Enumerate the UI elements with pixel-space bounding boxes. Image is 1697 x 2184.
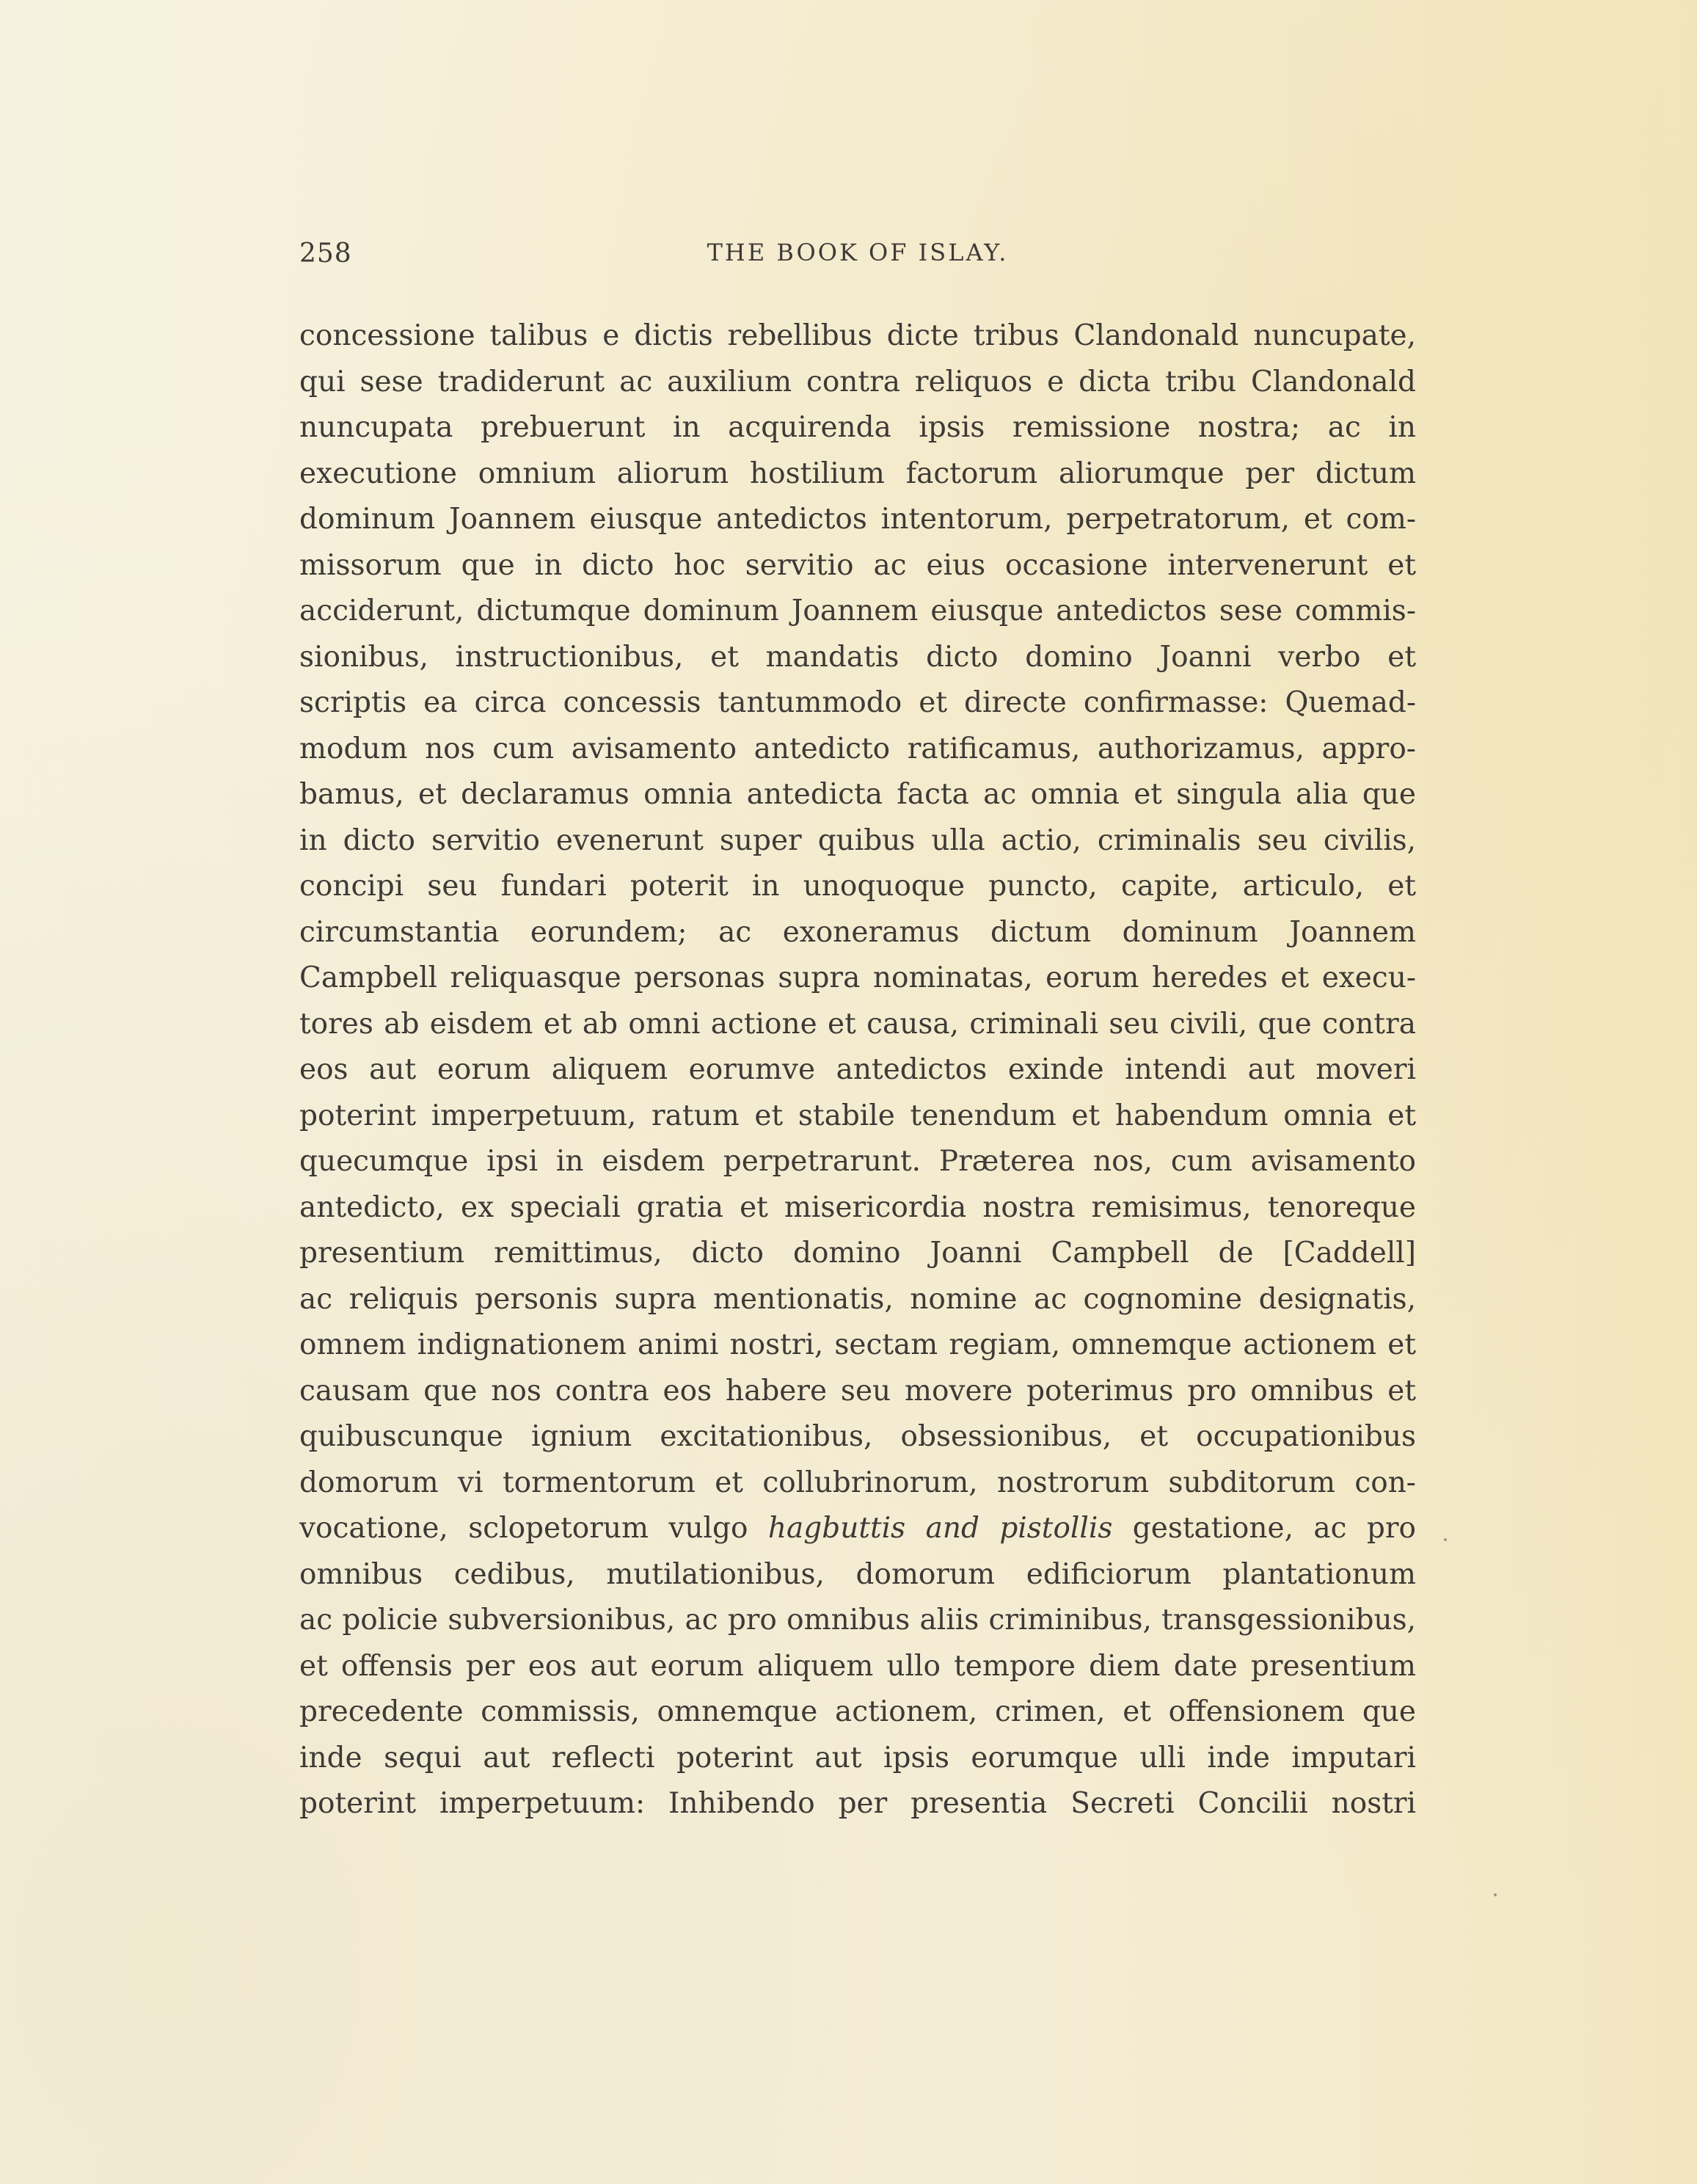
text-line: ac policie subversionibus, ac pro omnibus aliis criminibus, transgessionibus,: [299, 1604, 1416, 1637]
text-line: poterint imperpetuum, ratum et stabile tenendum et habendum omnia et: [299, 1099, 1416, 1132]
text-line-with-italic: [299, 1506, 1416, 1552]
text-line: ac reliquis personis supra mentionatis, nomine ac cognomine designatis,: [299, 1282, 1416, 1316]
text-line: quecumque ipsi in eisdem perpetrarunt. Præterea nos, cum avisamento: [299, 1145, 1416, 1178]
text-line: missorum que in dicto hoc servitio ac eius occasione intervenerunt et: [299, 548, 1416, 582]
text-line: concipi seu fundari poterit in unoquoque puncto, capite, articulo, et: [299, 870, 1416, 903]
text-line: poterint imperpetuum: Inhibendo per presentia Secreti Concilii nostri: [299, 1787, 1416, 1820]
text-line: quibuscunque ignium excitationibus, obsessionibus, et occupationibus: [299, 1420, 1416, 1453]
text-line: presentium remittimus, dicto domino Joanni Campbell de [Caddell]: [299, 1237, 1416, 1270]
text-line: sionibus, instructionibus, et mandatis dicto domino Joanni verbo et: [299, 640, 1416, 674]
text-line: in dicto servitio evenerunt super quibus ulla actio, criminalis seu civilis,: [299, 823, 1416, 857]
text-line: modum nos cum avisamento antedicto ratificamus, authorizamus, appro-: [299, 732, 1416, 765]
paper-speck: [1444, 1538, 1447, 1541]
text-line: acciderunt, dictumque dominum Joannem eiusque antedictos sese commis-: [299, 594, 1416, 627]
text-line: et offensis per eos aut eorum aliquem ullo tempore diem date presentium: [299, 1649, 1416, 1683]
text-segment: gestatione, ac pro: [1112, 1512, 1416, 1545]
text-line: scriptis ea circa concessis tantummodo et directe confirmasse: Quemad-: [299, 686, 1416, 719]
italic-phrase: hagbuttis and pistollis: [767, 1512, 1113, 1545]
text-line: omnibus cedibus, mutilationibus, domorum edificiorum plantationum: [299, 1557, 1416, 1591]
text-line: nuncupata prebuerunt in acquirenda ipsis remissione nostra; ac in: [299, 411, 1416, 444]
paper-speck: [1494, 1893, 1497, 1896]
text-line: bamus, et declaramus omnia antedicta facta ac omnia et singula alia que: [299, 778, 1416, 811]
text-line: causam que nos contra eos habere seu movere poterimus pro omnibus et: [299, 1374, 1416, 1408]
text-segment: vocatione, sclopetorum vulgo: [299, 1512, 768, 1545]
running-head: [299, 239, 1416, 275]
text-line: precedente commissis, omnemque actionem, crimen, et offensionem que: [299, 1695, 1416, 1728]
text-line: circumstantia eorundem; ac exoneramus dictum dominum Joannem: [299, 915, 1416, 949]
text-line: omnem indignationem animi nostri, sectam regiam, omnemque actionem et: [299, 1328, 1416, 1361]
text-line: dominum Joannem eiusque antedictos intentorum, perpetratorum, et com-: [299, 503, 1416, 536]
running-title: THE BOOK OF ISLAY.: [707, 239, 1009, 266]
body-text: [299, 313, 1416, 1827]
text-line: Campbell reliquasque personas supra nominatas, eorum heredes et execu-: [299, 961, 1416, 994]
page-number: 258: [299, 239, 352, 269]
text-line: qui sese tradiderunt ac auxilium contra reliquos e dicta tribu Clandonald: [299, 365, 1416, 398]
text-line: executione omnium aliorum hostilium factorum aliorumque per dictum: [299, 456, 1416, 490]
text-line: tores ab eisdem et ab omni actione et causa, criminali seu civili, que contra: [299, 1007, 1416, 1041]
text-line: eos aut eorum aliquem eorumve antedictos exinde intendi aut moveri: [299, 1053, 1416, 1086]
text-line: inde sequi aut reflecti poterint aut ipsis eorumque ulli inde imputari: [299, 1741, 1416, 1774]
text-line: antedicto, ex speciali gratia et misericordia nostra remisimus, tenoreque: [299, 1190, 1416, 1224]
text-line: concessione talibus e dictis rebellibus dicte tribus Clandonald nuncupate,: [299, 319, 1416, 352]
text-line: domorum vi tormentorum et collubrinorum, nostrorum subditorum con-: [299, 1466, 1416, 1499]
